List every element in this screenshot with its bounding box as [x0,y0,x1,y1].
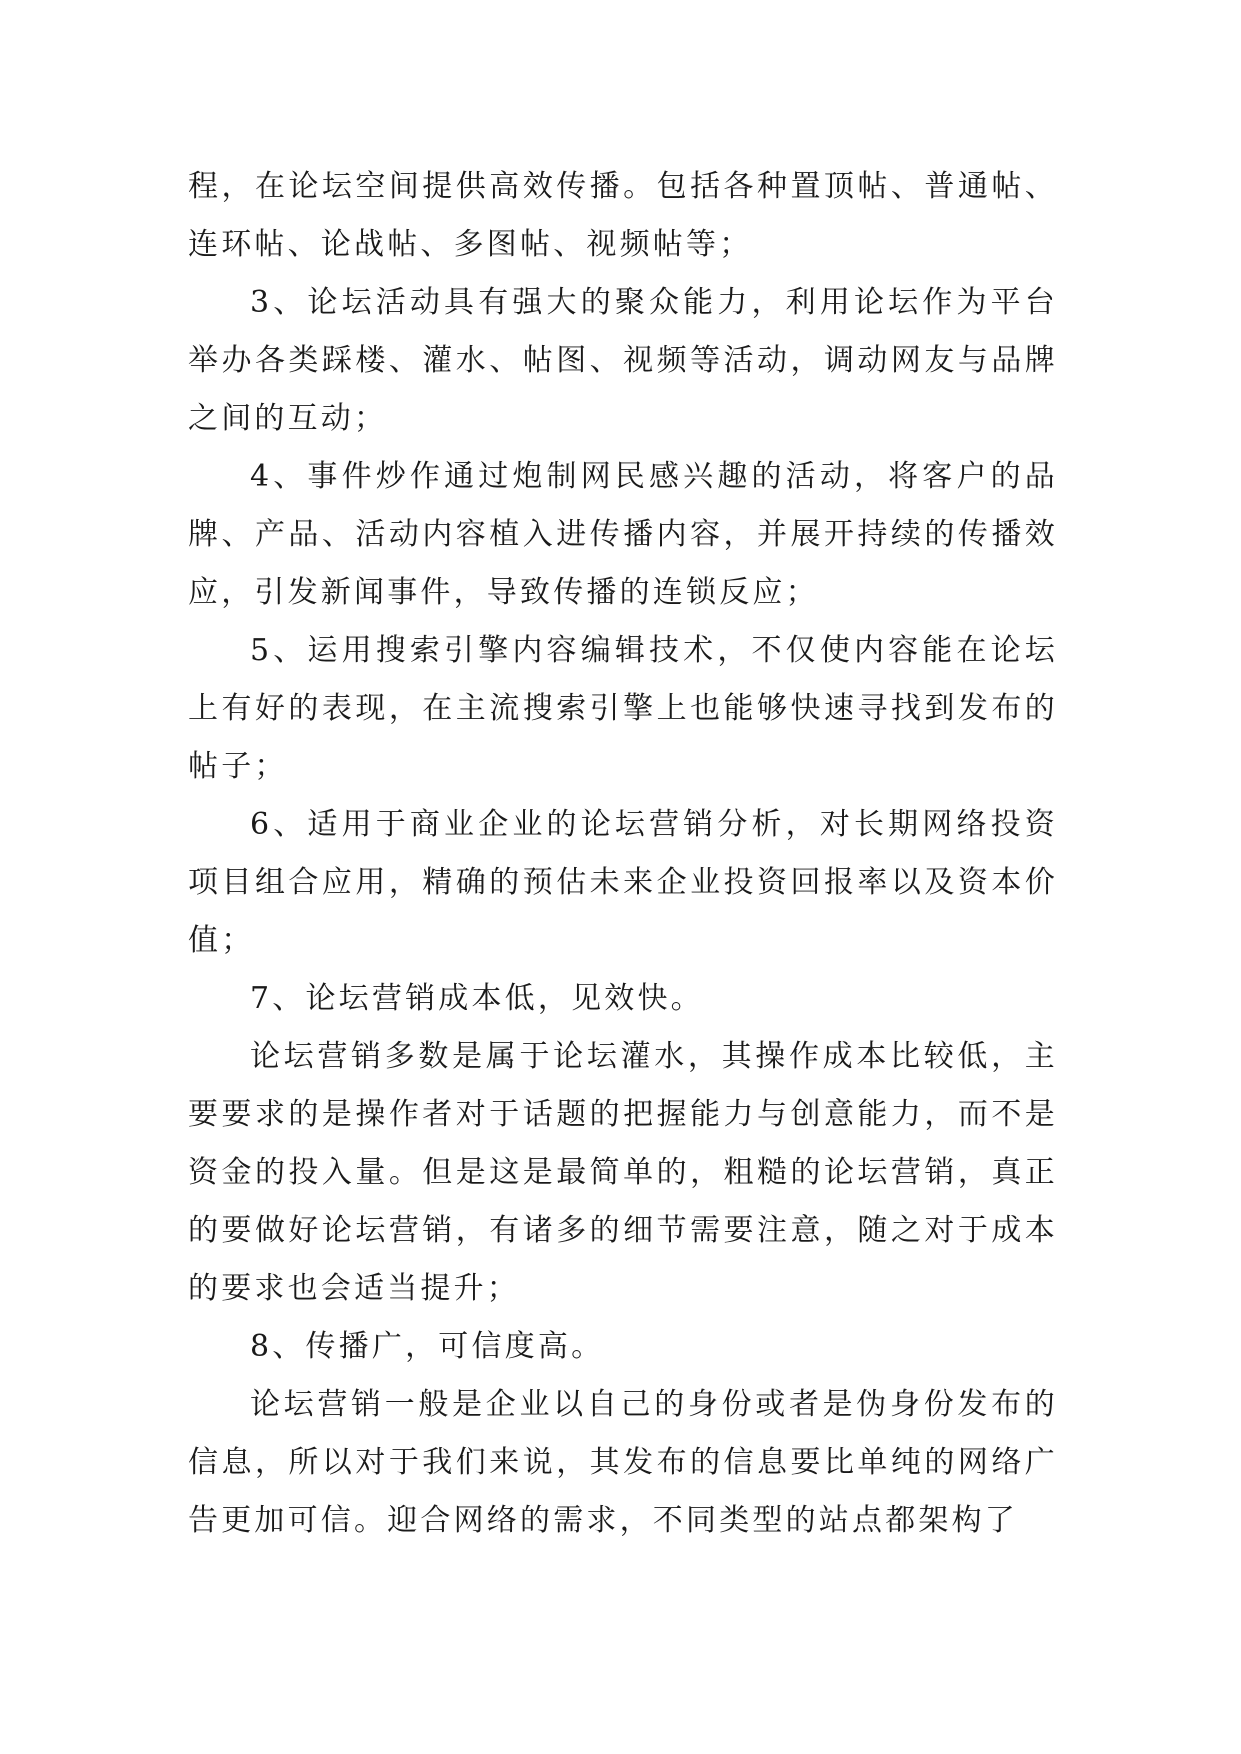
paragraph: 8、传播广，可信度高。 [250,1329,605,1364]
paragraph: 5、运用搜索引擎内容编辑技术，不仅使内容能在论坛上有好的表现，在主流搜索引擎上也能够快速寻找到发布的帖子； [188,633,1058,784]
paragraph: 4、事件炒作通过炮制网民感兴趣的活动，将客户的品牌、产品、活动内容植入进传播内容，并展开持续的传播效应，引发新闻事件，导致传播的连锁反应； [188,459,1058,610]
paragraph: 程，在论坛空间提供高效传播。包括各种置顶帖、普通帖、连环帖、论战帖、多图帖、视频帖等； [188,169,1058,262]
document-body [188,158,1058,1550]
paragraph: 论坛营销多数是属于论坛灌水，其操作成本比较低，主要要求的是操作者对于话题的把握能力与创意能力，而不是资金的投入量。但是这是最简单的，粗糙的论坛营销，真正的要做好论坛营销，有诸多的细节需要注意，随之对于成本的要求也会适当提升； [188,1039,1058,1306]
paragraph: 3、论坛活动具有强大的聚众能力，利用论坛作为平台举办各类踩楼、灌水、帖图、视频等活动，调动网友与品牌之间的互动； [188,285,1058,436]
paragraph: 论坛营销一般是企业以自己的身份或者是伪身份发布的信息，所以对于我们来说，其发布的信息要比单纯的网络广告更加可信。迎合网络的需求，不同类型的站点都架构了 [188,1387,1058,1538]
paragraph: 6、适用于商业企业的论坛营销分析，对长期网络投资项目组合应用，精确的预估未来企业投资回报率以及资本价值； [188,807,1058,958]
paragraph: 7、论坛营销成本低，见效快。 [250,981,704,1016]
